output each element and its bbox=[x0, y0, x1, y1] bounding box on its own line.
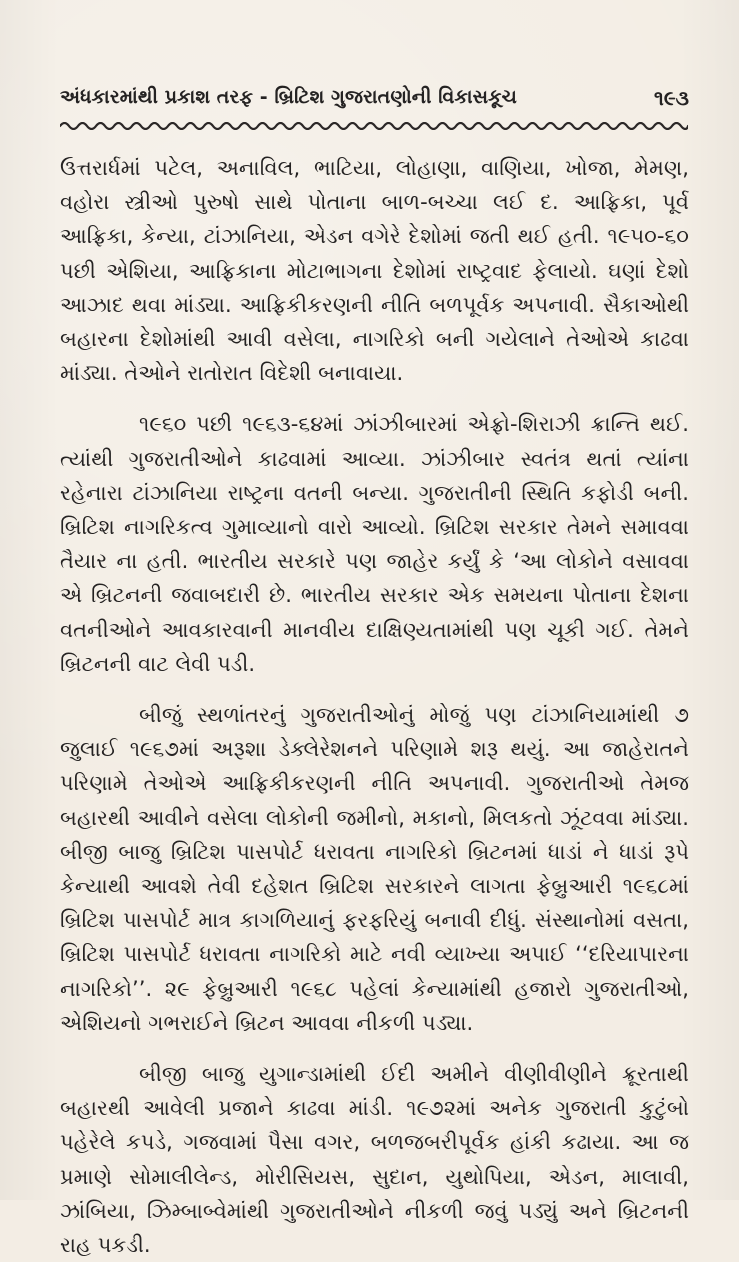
paragraph-tanzania-kenya: બીજું સ્થળાંતરનું ગુજરાતીઓનું મોજું પણ ટાંઝાનિયામાંથી ૭ જુલાઈ ૧૯૬૭માં અરૂશા ડેક્લેરેશનને પરિણામે શરૂ થયું. આ જાહેરાતને પરિણામે તેઓએ આફ્રિકીકરણની નીતિ અપનાવી. ગુજરાતીઓ તેમજ બહારથી આવીને વસેલા લોકોની જમીનો, મકાનો, મિલકતો ઝૂંટવવા માંડ્યા. બીજી બાજુ બ્રિટિશ પાસપોર્ટ ધરાવતા નાગરિકો બ્રિટનમાં ધાડાં ને ધાડાં રૂપે કેન્યાથી આવશે તેવી દહેશત બ્રિટિશ સરકારને લાગતા ફેબ્રુઆરી ૧૯૬૮માં બ્રિટિશ પાસપોર્ટ માત્ર કાગળિયાનું ફરફરિયું બનાવી દીધું. સંસ્થાનોમાં વસતા, બ્રિટિશ પાસપોર્ટ ધરાવતા નાગરિકો માટે નવી વ્યાખ્યા અપાઈ ‘‘દરિયાપારના નાગરિકો’’. ૨૯ ફેબ્રુઆરી ૧૯૬૮ પહેલાં કેન્યામાંથી હજારો ગુજરાતીઓ, એશિયનો ગભરાઈને બ્રિટન આવવા નીકળી પડ્યા. bbox=[60, 703, 689, 1035]
running-title: અંધકારમાંથી પ્રકાશ તરફ - બ્રિટિશ ગુજરાતણોની વિકાસકૂચ bbox=[60, 86, 517, 108]
paragraph-spacer bbox=[60, 681, 689, 698]
page-header bbox=[60, 86, 689, 114]
paragraph-zanzibar: ૧૯૬૦ પછી ૧૯૬૩-૬૪માં ઝાંઝીબારમાં એફ્રો-શિરાઝી ક્રાન્તિ થઈ. ત્યાંથી ગુજરાતીઓને કાઢવામાં આવ્યા. ઝાંઝીબાર સ્વતંત્ર થતાં ત્યાંના રહેનારા ટાંઝાનિયા રાષ્ટ્રના વતની બન્યા. ગુજરાતીની સ્થિતિ કફોડી બની. બ્રિટિશ નાગરિકત્વ ગુમાવ્યાનો વારો આવ્યો. બ્રિટિશ સરકાર તેમને સમાવવા તૈયાર ના હતી. ભારતીય સરકારે પણ જાહેર કર્યું કે ‘આ લોકોને વસાવવા એ બ્રિટનની જવાબદારી છે. ભારતીય સરકાર એક સમયના પોતાના દેશના વતનીઓને આવકારવાની માનવીય દાક્ષિણ્યતામાંથી પણ ચૂકી ગઈ. તેમને બ્રિટનની વાટ લેવી પડી. bbox=[60, 412, 689, 676]
paragraph-spacer bbox=[60, 390, 689, 407]
wavy-rule-icon bbox=[60, 122, 688, 130]
page-body bbox=[60, 151, 689, 1262]
page-number: ૧૯૩ bbox=[654, 86, 689, 110]
paragraph-spacer bbox=[60, 1040, 689, 1057]
paragraph-uganda: બીજી બાજુ યુગાન્ડામાંથી ઈદી અમીને વીણીવીણીને ક્રૂરતાથી બહારથી આવેલી પ્રજાને કાઢવા માંડી. ૧૯૭૨માં અનેક ગુજરાતી કુટુંબો પહેરેલે કપડે, ગજવામાં પૈસા વગર, બળજબરીપૂર્વક હાંકી કઢાયા. આ જ પ્રમાણે સોમાલીલેન્ડ, મોરીસિયસ, સુદાન, યુથોપિયા, એડન, માલાવી, ઝાંબિયા, ઝિમ્બાબ્વેમાંથી ગુજરાતીઓને નીકળી જવું પડ્યું અને બ્રિટનની રાહ પકડી. bbox=[60, 1062, 689, 1258]
paragraph-continued: ઉત્તરાર્ધમાં પટેલ, અનાવિલ, ભાટિયા, લોહાણા, વાણિયા, ખોજા, મેમણ, વહોરા સ્ત્રીઓ પુરુષો સાથે પોતાના બાળ-બચ્ચા લઈ દ. આફ્રિકા, પૂર્વ આફ્રિકા, કેન્યા, ટાંઝાનિયા, એડન વગેરે દેશોમાં જતી થઈ હતી. ૧૯૫૦-૬૦ પછી એશિયા, આફ્રિકાના મોટાભાગના દેશોમાં રાષ્ટ્રવાદ ફેલાયો. ઘણાં દેશો આઝાદ થવા માંડ્યા. આફ્રિકીકરણની નીતિ બળપૂર્વક અપનાવી. સૈકાઓથી બહારના દેશોમાંથી આવી વસેલા, નાગરિકો બની ગયેલાને તેઓએ કાઢવા માંડ્યા. તેઓને રાતોરાત વિદેશી બનાવાયા. bbox=[60, 156, 689, 386]
decorative-rule bbox=[60, 122, 688, 130]
